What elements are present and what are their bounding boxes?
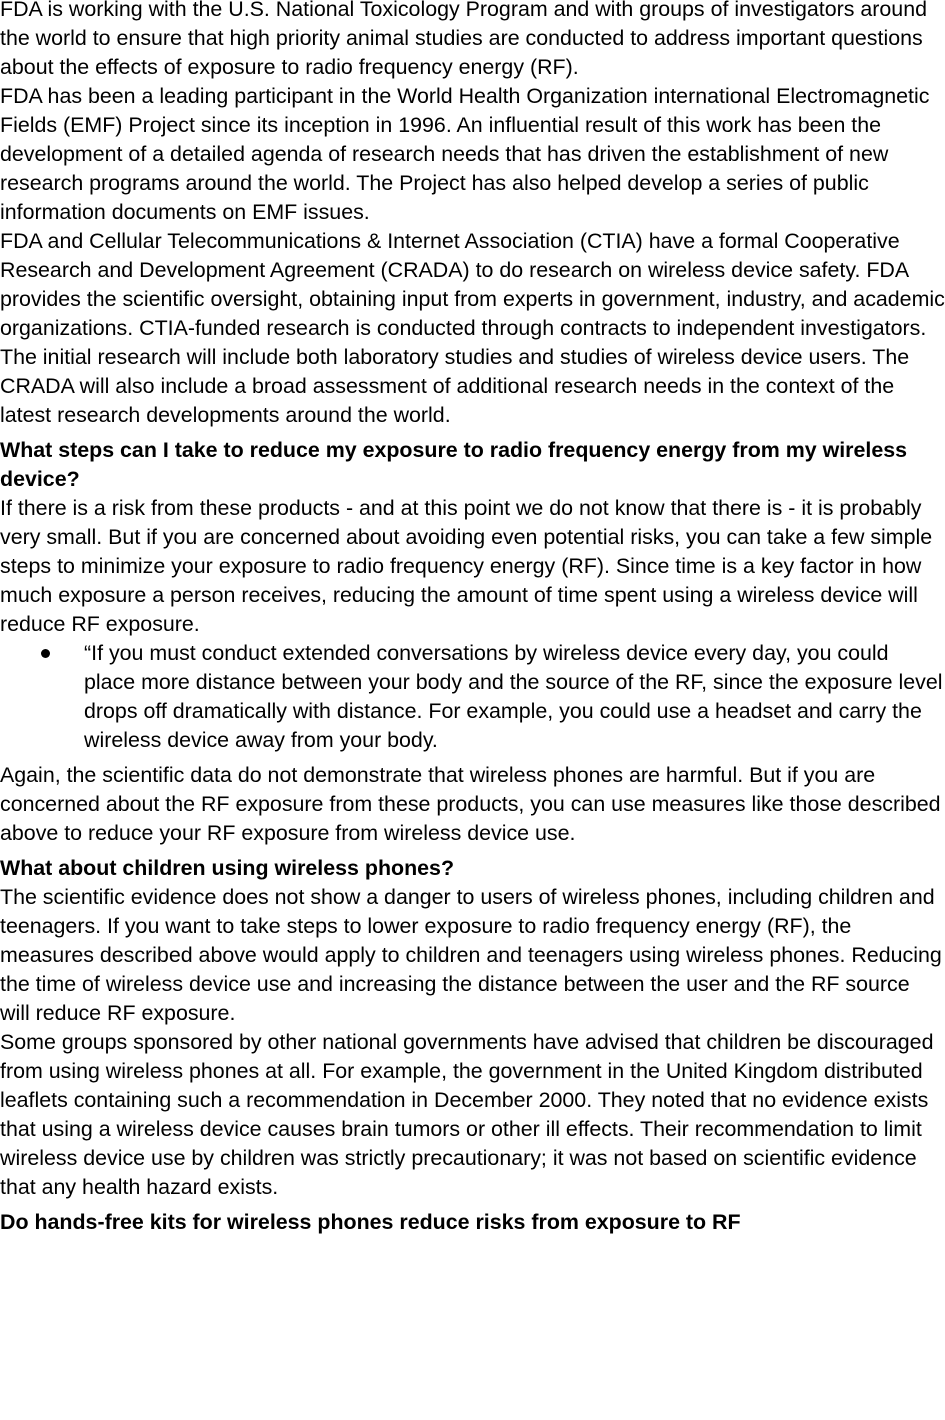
paragraph-risk-small: If there is a risk from these products - and at this point we do not know that there is - it is probably very small. But if you are concerned about avoiding even potential risks, you can take a few simple steps to minimize your exposure to radio frequency energy (RF). Since time is a key factor in how much exposure a person receives, reducing the amount of time spent using a wireless device will reduce RF exposure. [0,496,933,636]
heading-children: What about children using wireless phones? [0,856,455,880]
list-item-text: “If you must conduct extended conversations by wireless device every day, you could place more distance between your body and the source of the RF, since the exposure level drops off dramatically with distance. For example, you could use a headset and carry the wireless device away from your body. [84,641,943,752]
paragraph-data-not-harmful: Again, the scientific data do not demonstrate that wireless phones are harmful. But if you are concerned about the RF exposure from these products, you can use measures like those described above to reduce your RF exposure from wireless device use. [0,763,941,845]
bullet-dot-icon [41,649,50,658]
paragraph-ctia-crada: FDA and Cellular Telecommunications & Internet Association (CTIA) have a formal Cooperative Research and Development Agreement (CRADA) to do research on wireless device safety. FDA provides the scientific oversight, obtaining input from experts in government, industry, and academic organizations. CTIA-funded research is conducted through contracts to independent investigators. The initial research will include both laboratory studies and studies of wireless device users. The CRADA will also include a broad assessment of additional research needs in the context of the latest research developments around the world. [0,229,945,427]
bullet-list [0,639,945,755]
heading-hands-free-kits: Do hands-free kits for wireless phones reduce risks from exposure to RF [0,1210,741,1234]
paragraph-children-evidence: The scientific evidence does not show a danger to users of wireless phones, including children and teenagers. If you want to take steps to lower exposure to radio frequency energy (RF), the measures described above would apply to children and teenagers using wireless phones. Reducing the time of wireless device use and increasing the distance between the user and the RF source will reduce RF exposure. [0,885,942,1025]
heading-reduce-exposure: What steps can I take to reduce my exposure to radio frequency energy from my wireless device? [0,438,908,491]
paragraph-uk-leaflets: Some groups sponsored by other national governments have advised that children be discouraged from using wireless phones at all. For example, the government in the United Kingdom distributed leaflets containing such a recommendation in December 2000. They noted that no evidence exists that using a wireless device causes brain tumors or other ill effects. Their recommendation to limit wireless device use by children was strictly precautionary; it was not based on scientific evidence that any health hazard exists. [0,1030,934,1199]
list-item [0,639,945,755]
paragraph-ntp-studies: FDA is working with the U.S. National Toxicology Program and with groups of investigators around the world to ensure that high priority animal studies are conducted to address important questions about the effects of exposure to radio frequency energy (RF). [0,0,927,79]
paragraph-who-emf-project: FDA has been a leading participant in the World Health Organization international Electromagnetic Fields (EMF) Project since its inception in 1996. An influential result of this work has been the development of a detailed agenda of research needs that has driven the establishment of new research programs around the world. The Project has also helped develop a series of public information documents on EMF issues. [0,84,930,224]
